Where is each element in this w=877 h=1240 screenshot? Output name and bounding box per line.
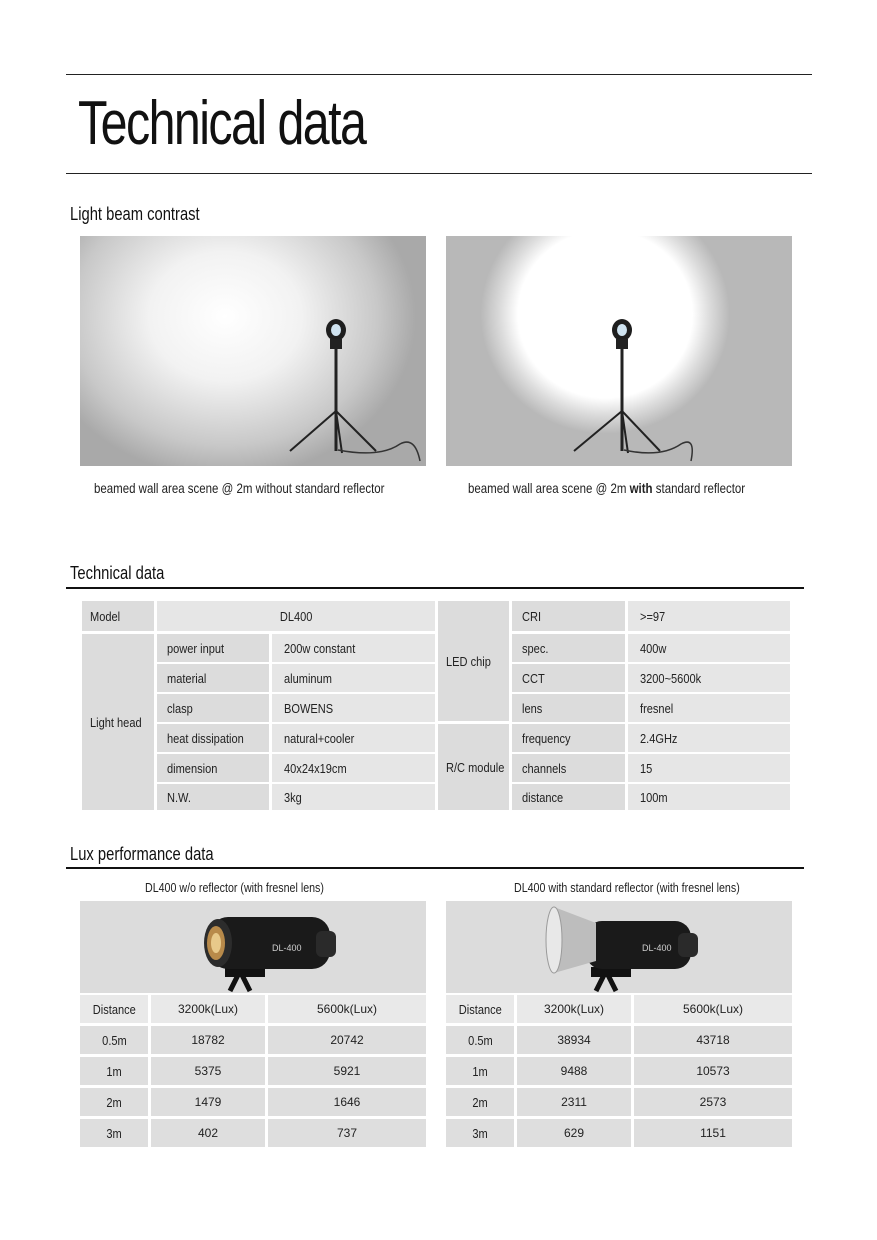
beam-caption-left: beamed wall area scene @ 2m without standard reflector xyxy=(94,480,385,496)
title-bottom-rule xyxy=(66,173,812,174)
lux-header-cell-text: 3200k(Lux) xyxy=(543,1002,605,1016)
lux-caption-right: DL400 with standard reflector (with fresnel lens) xyxy=(514,880,740,895)
lux-header-cell-text: 5600k(Lux) xyxy=(682,1002,744,1016)
lux-header-cell xyxy=(634,995,792,1023)
light-head-value-cell xyxy=(272,754,435,782)
lux-value-cell-text: 5375 xyxy=(194,1064,222,1078)
title-top-rule xyxy=(66,74,812,75)
lux-value-cell xyxy=(517,1119,631,1147)
light-head-value-cell-text: 200w constant xyxy=(284,640,356,656)
led-value-cell xyxy=(628,694,790,722)
lux-value-cell-text: 737 xyxy=(336,1126,358,1140)
beam-caption-right: beamed wall area scene @ 2m with standard reflector xyxy=(468,480,746,496)
led-value-cell-text: fresnel xyxy=(640,700,674,716)
light-head-value-cell-text: 40x24x19cm xyxy=(284,760,347,776)
lux-value-cell xyxy=(268,1057,426,1085)
light-head-value-cell-text: 3kg xyxy=(284,789,302,805)
light-head-value-cell xyxy=(272,664,435,692)
lux-value-cell xyxy=(268,1088,426,1116)
light-head-label-cell: Light head xyxy=(82,634,154,810)
lux-value-cell-text: 38934 xyxy=(557,1033,591,1047)
led-key-cell-text: spec. xyxy=(522,640,549,656)
rc-value-cell xyxy=(628,724,790,752)
led-key-cell xyxy=(512,694,625,722)
beam-photo-with-reflector xyxy=(446,236,792,466)
rc-key-cell xyxy=(512,754,625,782)
led-value-cell-text: >=97 xyxy=(640,608,666,624)
lux-value-cell xyxy=(634,1057,792,1085)
lux-header-cell-text: Distance xyxy=(458,1001,502,1017)
rc-key-cell xyxy=(512,784,625,810)
light-head-key-cell-text: clasp xyxy=(167,700,193,716)
rc-value-cell xyxy=(628,784,790,810)
lux-distance-cell xyxy=(446,1119,514,1147)
lux-distance-cell xyxy=(80,1088,148,1116)
lux-header-cell-text: 3200k(Lux) xyxy=(177,1002,239,1016)
led-key-cell-text: CRI xyxy=(522,608,542,624)
lux-distance-cell xyxy=(446,1026,514,1054)
lux-distance-cell-text: 1m xyxy=(472,1063,488,1079)
lux-value-cell xyxy=(151,1088,265,1116)
light-stand-illustration xyxy=(80,236,426,466)
lux-header-cell xyxy=(517,995,631,1023)
lux-value-cell-text: 20742 xyxy=(330,1033,364,1047)
lux-value-cell xyxy=(634,1088,792,1116)
lux-value-cell-text: 1479 xyxy=(194,1095,222,1109)
light-head-value-cell xyxy=(272,724,435,752)
light-head-value-cell-text: BOWENS xyxy=(284,700,334,716)
page-title: Technical data xyxy=(78,89,366,158)
rc-key-cell xyxy=(512,724,625,752)
rc-module-label-cell: R/C module xyxy=(438,724,509,810)
lux-distance-cell xyxy=(80,1026,148,1054)
lux-heading-rule xyxy=(66,867,804,869)
product-logo-text: DL-400 xyxy=(642,943,672,953)
lux-value-cell xyxy=(517,1057,631,1085)
rc-key-cell-text: channels xyxy=(522,760,567,776)
lux-header-cell xyxy=(80,995,148,1023)
light-head-value-cell-text: aluminum xyxy=(284,670,332,686)
led-key-cell xyxy=(512,664,625,692)
rc-value-cell-text: 100m xyxy=(640,789,668,805)
led-value-cell xyxy=(628,601,790,631)
lux-distance-cell xyxy=(446,1057,514,1085)
lux-header-cell xyxy=(268,995,426,1023)
lux-distance-cell-text: 2m xyxy=(472,1094,488,1110)
led-value-cell xyxy=(628,664,790,692)
light-head-value-cell-text: natural+cooler xyxy=(284,730,355,746)
lux-header-cell xyxy=(446,995,514,1023)
light-head-key-cell xyxy=(157,784,269,810)
lux-value-cell-text: 402 xyxy=(197,1126,219,1140)
led-key-cell xyxy=(512,601,625,631)
lux-header-cell-text: Distance xyxy=(92,1001,136,1017)
lux-distance-cell-text: 3m xyxy=(106,1125,122,1141)
lux-distance-cell-text: 3m xyxy=(472,1125,488,1141)
lux-value-cell-text: 2311 xyxy=(561,1095,587,1109)
lux-value-cell xyxy=(268,1119,426,1147)
light-head-key-cell-text: dimension xyxy=(167,760,218,776)
product-logo-text: DL-400 xyxy=(272,943,302,953)
lux-distance-cell xyxy=(446,1088,514,1116)
led-value-cell xyxy=(628,634,790,662)
led-chip-label-cell: LED chip xyxy=(438,601,509,721)
lux-header-cell-text: 5600k(Lux) xyxy=(316,1002,378,1016)
lux-value-cell-text: 18782 xyxy=(191,1033,225,1047)
light-head-key-cell xyxy=(157,754,269,782)
led-value-cell-text: 3200~5600k xyxy=(640,670,702,686)
lux-value-cell xyxy=(517,1026,631,1054)
tech-heading: Technical data xyxy=(70,563,165,583)
lux-value-cell-text: 1151 xyxy=(700,1126,726,1140)
led-key-cell-text: lens xyxy=(522,700,543,716)
lux-heading: Lux performance data xyxy=(70,844,214,864)
lux-distance-cell-text: 0.5m xyxy=(101,1032,127,1048)
light-head-key-cell xyxy=(157,724,269,752)
rc-value-cell-text: 2.4GHz xyxy=(640,730,678,746)
light-stand-illustration xyxy=(446,236,792,466)
led-key-cell xyxy=(512,634,625,662)
product-image-without-reflector xyxy=(80,901,426,993)
lux-value-cell xyxy=(517,1088,631,1116)
rc-key-cell-text: frequency xyxy=(522,730,571,746)
led-value-cell-text: 400w xyxy=(640,640,667,656)
model-value-cell: DL400 xyxy=(157,601,435,631)
lux-distance-cell-text: 1m xyxy=(106,1063,122,1079)
rc-value-cell xyxy=(628,754,790,782)
light-head-key-cell xyxy=(157,694,269,722)
light-head-value-cell xyxy=(272,784,435,810)
lux-value-cell-text: 629 xyxy=(563,1126,585,1140)
light-head-value-cell xyxy=(272,694,435,722)
light-head-key-cell xyxy=(157,664,269,692)
light-head-key-cell-text: N.W. xyxy=(167,789,191,805)
led-key-cell-text: CCT xyxy=(522,670,545,686)
rc-key-cell-text: distance xyxy=(522,789,564,805)
lux-value-cell xyxy=(268,1026,426,1054)
lux-value-cell xyxy=(151,1119,265,1147)
beam-photo-without-reflector xyxy=(80,236,426,466)
tech-heading-rule xyxy=(66,587,804,589)
lux-distance-cell-text: 2m xyxy=(106,1094,122,1110)
lux-caption-left: DL400 w/o reflector (with fresnel lens) xyxy=(145,880,324,895)
lux-header-cell xyxy=(151,995,265,1023)
lux-distance-cell-text: 0.5m xyxy=(467,1032,493,1048)
light-head-key-cell-text: heat dissipation xyxy=(167,730,244,746)
product-image-with-reflector xyxy=(446,901,792,993)
light-head-key-cell xyxy=(157,634,269,662)
lux-value-cell xyxy=(151,1026,265,1054)
light-head-key-cell-text: material xyxy=(167,670,207,686)
lux-value-cell xyxy=(634,1026,792,1054)
rc-value-cell-text: 15 xyxy=(640,760,653,776)
beam-heading: Light beam contrast xyxy=(70,204,200,224)
lux-distance-cell xyxy=(80,1057,148,1085)
lux-value-cell-text: 9488 xyxy=(560,1064,588,1078)
light-head-key-cell-text: power input xyxy=(167,640,225,656)
lux-value-cell xyxy=(634,1119,792,1147)
model-label-cell: Model xyxy=(82,601,154,631)
light-head-value-cell xyxy=(272,634,435,662)
lux-value-cell-text: 2573 xyxy=(699,1095,727,1109)
lux-value-cell-text: 10573 xyxy=(696,1064,730,1078)
lux-distance-cell xyxy=(80,1119,148,1147)
lux-value-cell-text: 5921 xyxy=(333,1064,361,1078)
lux-value-cell-text: 1646 xyxy=(333,1095,361,1109)
lux-value-cell xyxy=(151,1057,265,1085)
lux-value-cell-text: 43718 xyxy=(696,1033,730,1047)
